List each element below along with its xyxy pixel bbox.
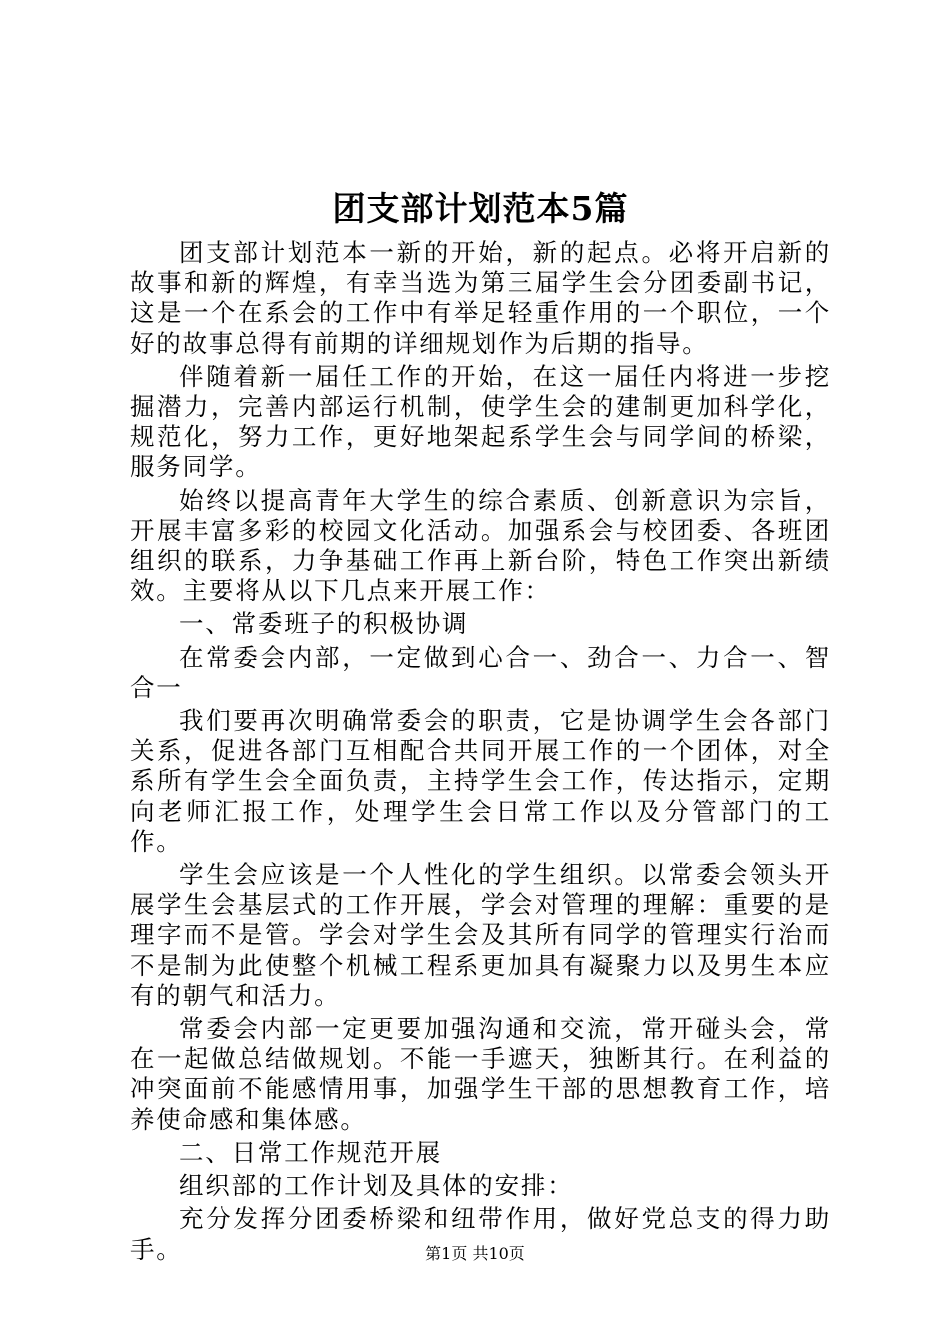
- paragraph-unity: 在常委会内部，一定做到心合一、劲合一、力合一、智合一: [130, 642, 831, 702]
- paragraph-bridge-role: 充分发挥分团委桥梁和纽带作用，做好党总支的得力助手。: [130, 1204, 831, 1264]
- paragraph-communication: 常委会内部一定更要加强沟通和交流，常开碰头会，常在一起做总结做规划。不能一手遮天，独断其行。在利益的冲突面前不能感情用事，加强学生干部的思想教育工作，培养使命感和集体感。: [130, 1014, 831, 1134]
- paragraph-purpose: 始终以提高青年大学生的综合素质、创新意识为宗旨，开展丰富多彩的校园文化活动。加强系会与校团委、各班团组织的联系，力争基础工作再上新台阶，特色工作突出新绩效。主要将从以下几点来开展工作：: [130, 485, 831, 606]
- page-number-footer: 第1页 共10页: [425, 1244, 525, 1263]
- paragraph-term-goals: 伴随着新一届任工作的开始，在这一届任内将进一步挖掘潜力，完善内部运行机制，使学生会的建制更加科学化，规范化，努力工作，更好地架起系学生会与同学间的桥梁，服务同学。: [130, 361, 831, 482]
- paragraph-committee-duties: 我们要再次明确常委会的职责，它是协调学生会各部门关系，促进各部门互相配合共同开展工作的一个团体，对全系所有学生会全面负责，主持学生会工作，传达指示，定期向老师汇报工作，处理学生会日常工作以及分管部门的工作。: [130, 706, 831, 856]
- subsection-heading-organization: 组织部的工作计划及具体的安排：: [179, 1171, 574, 1201]
- section-heading-1: 一、常委班子的积极协调: [179, 609, 469, 639]
- paragraph-humanized-org: 学生会应该是一个人性化的学生组织。以常委会领头开展学生会基层式的工作开展，学会对管理的理解：重要的是理字而不是管。学会对学生会及其所有同学的管理实行治而不是制为此使整个机械工程系更加具有凝聚力以及男生本应有的朝气和活力。: [130, 860, 831, 1010]
- paragraph-intro: 团支部计划范本一新的开始，新的起点。必将开启新的故事和新的辉煌，有幸当选为第三届学生会分团委副书记，这是一个在系会的工作中有举足轻重作用的一个职位，一个好的故事总得有前期的详细规划作为后期的指导。: [130, 238, 831, 358]
- section-heading-2: 二、日常工作规范开展: [179, 1137, 442, 1167]
- document-body: [130, 182, 831, 1268]
- document-title: 团支部计划范本5篇: [332, 189, 629, 228]
